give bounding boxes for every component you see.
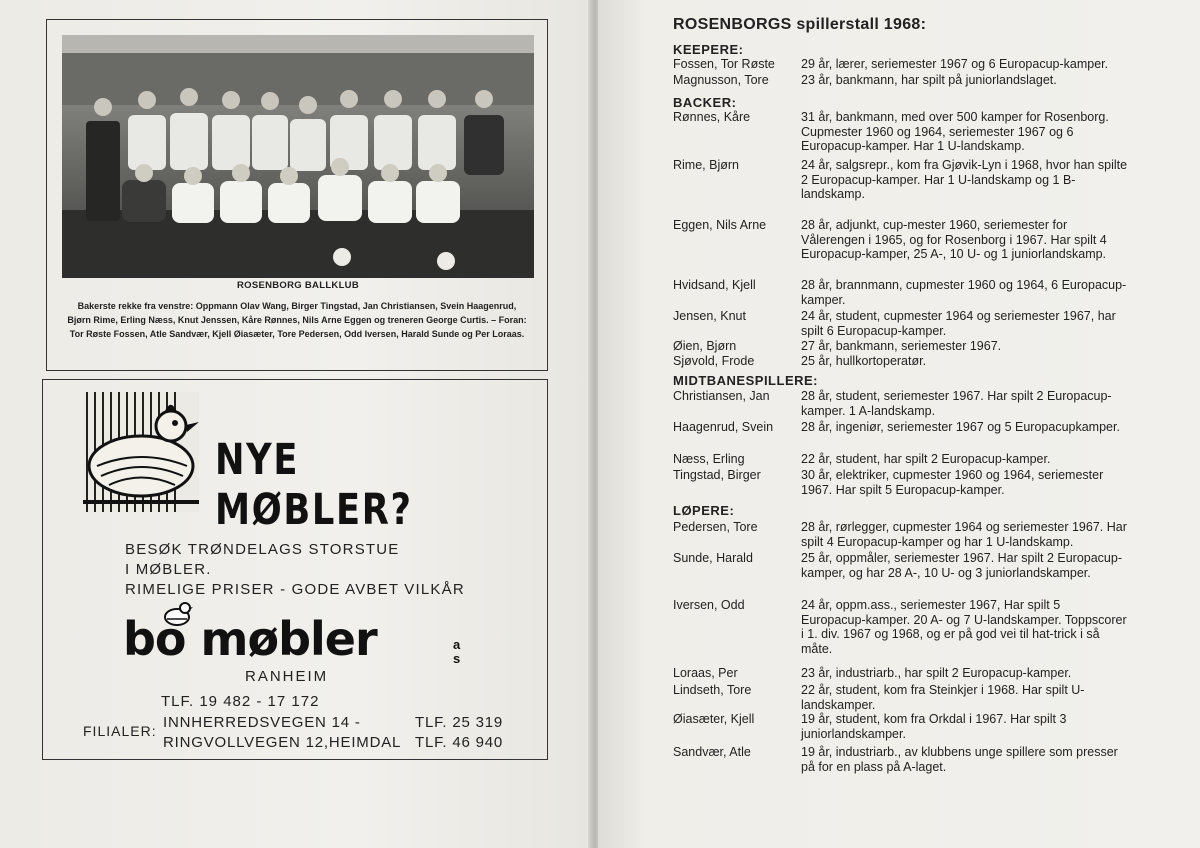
left-page [0, 0, 592, 848]
branch-1-address: INNHERREDSVEGEN 14 - [163, 714, 361, 731]
ad-headline: NYE MØBLER? [215, 435, 413, 535]
section-keepere: KEEPERE: [673, 42, 744, 57]
player-name: Christiansen, Jan [673, 389, 770, 403]
player-desc: 24 år, salgsrepr., kom fra Gjøvik-Lyn i 1968, hvor han spilte 2 Europacup-kamper. Har 1 U-landskamp og 1 B-landskamp. [801, 158, 1128, 201]
player-desc: 29 år, lærer, seriemester 1967 og 6 Europacup-kamper. [801, 57, 1109, 71]
player-name: Øiasæter, Kjell [673, 712, 755, 726]
player-name: Sandvær, Atle [673, 745, 751, 759]
player-desc: 28 år, ingeniør, seriemester 1967 og 5 Europacupkamper. [801, 420, 1120, 434]
player-desc: 19 år, industriarb., av klubbens unge spillere som presser på for en plass på A-laget. [801, 745, 1118, 774]
ad-location: RANHEIM [245, 668, 329, 685]
player-name: Loraas, Per [673, 666, 738, 680]
bird-illustration-icon [83, 392, 199, 517]
player-name: Haagenrud, Svein [673, 420, 774, 434]
brand-suffix-1: a [453, 637, 461, 652]
player-desc: 30 år, elektriker, cupmester 1960 og 1964, seriemester 1967. Har spilt 5 Europacup-kamper. [801, 468, 1104, 497]
player-desc: 25 år, oppmåler, seriemester 1967. Har spilt 2 Europacup-kamper, og har 28 A-, 10 U- og 3 juniorlandskamper. [801, 551, 1123, 580]
player-name: Lindseth, Tore [673, 683, 752, 697]
player-name: Sunde, Harald [673, 551, 753, 565]
player-name: Magnusson, Tore [673, 73, 769, 87]
player-desc: 23 år, industriarb., har spilt 2 Europacup-kamper. [801, 666, 1072, 680]
player-desc: 28 år, adjunkt, cup-mester 1960, seriemester for Vålerengen i 1965, og for Rosenborg i 1967. Har spilt 4 Europacup-kamper, 25 A-, 10 U- og 1 juniorlandskamp. [801, 218, 1107, 261]
player-name: Hvidsand, Kjell [673, 278, 756, 292]
branch-1-phone: TLF. 25 319 [415, 714, 504, 731]
brand-suffix-2: s [453, 651, 461, 666]
ad-line-1: BESØK TRØNDELAGS STORSTUE [125, 541, 400, 558]
player-desc: 22 år, student, har spilt 2 Europacup-kamper. [801, 452, 1051, 466]
player-name: Rime, Bjørn [673, 158, 739, 172]
section-lopere: LØPERE: [673, 503, 735, 518]
squad-title: ROSENBORGS spillerstall 1968: [673, 16, 927, 33]
player-desc: 19 år, student, kom fra Orkdal i 1967. Har spilt 3 juniorlandskamper. [801, 712, 1067, 741]
player-desc: 31 år, bankmann, med over 500 kamper for Rosenborg. Cupmester 1960 og 1964, seriemester 1967 og 6 Europacup-kamper. Har 1 U-landskamp. [801, 110, 1109, 153]
team-photo-image [62, 35, 534, 278]
branch-phones [415, 713, 503, 753]
player-name: Tingstad, Birger [673, 468, 761, 482]
player-desc: 27 år, bankmann, seriemester 1967. [801, 339, 1002, 353]
branch-addresses [163, 713, 401, 753]
player-name: Jensen, Knut [673, 309, 746, 323]
player-name: Næss, Erling [673, 452, 745, 466]
player-name: Sjøvold, Frode [673, 354, 755, 368]
ad-line-2: I MØBLER. [125, 561, 212, 578]
team-photo-box [46, 19, 548, 371]
player-desc: 28 år, student, seriemester 1967. Har spilt 2 Europacup-kamper. 1 A-landskamp. [801, 389, 1112, 418]
photo-caption-title: ROSENBORG BALLKLUB [236, 280, 360, 291]
brand-suffix [453, 638, 460, 666]
player-name: Rønnes, Kåre [673, 110, 751, 124]
branch-2-address: RINGVOLLVEGEN 12,HEIMDAL [163, 734, 402, 751]
player-desc: 24 år, oppm.ass., seriemester 1967, Har spilt 5 Europacup-kamper. 20 A- og 7 U-landskamper. Toppscorer i 1. div. 1967 og 1968, og er på god vei til hat-trick i så måte. [801, 598, 1127, 656]
furniture-ad [42, 379, 548, 760]
ad-line-3: RIMELIGE PRISER - GODE AVBET VILKÅR [125, 581, 465, 598]
team-photo [62, 35, 534, 278]
player-desc: 24 år, student, cupmester 1964 og seriemester 1967, har spilt 6 Europacup-kamper. [801, 309, 1116, 338]
player-name: Eggen, Nils Arne [673, 218, 767, 232]
player-desc: 22 år, student, kom fra Steinkjer i 1968. Har spilt U-landskamper. [801, 683, 1085, 712]
player-name: Fossen, Tor Røste [673, 57, 775, 71]
player-name: Iversen, Odd [673, 598, 745, 612]
ad-main-phone: TLF. 19 482 - 17 172 [161, 693, 320, 710]
player-desc: 28 år, brannmann, cupmester 1960 og 1964, 6 Europacup-kamper. [801, 278, 1127, 307]
player-desc: 25 år, hullkortoperatør. [801, 354, 927, 368]
player-desc: 28 år, rørlegger, cupmester 1964 og seriemester 1967. Har spilt 4 Europacup-kamper og har 1 U-landskamp. [801, 520, 1127, 549]
brand-logo: bo møbler [123, 612, 377, 666]
player-name: Øien, Bjørn [673, 339, 737, 353]
section-backer: BACKER: [673, 95, 737, 110]
section-midtbane: MIDTBANESPILLERE: [673, 373, 818, 388]
player-desc: 23 år, bankmann, har spilt på juniorlandslaget. [801, 73, 1057, 87]
photo-caption-text: Bakerste rekke fra venstre: Oppmann Olav Wang, Birger Tingstad, Jan Christiansen, Svein Haagenrud, Bjørn Rime, Erling Næss, Knut Jenssen, Kåre Rønnes, Nils Arne Eggen og treneren George Curtis. – Foran: Tor Røste Fossen, Atle Sandvær, Kjell Øiasæter, Tore Pedersen, Odd Iversen, Harald Sunde og Per Loraas. [67, 301, 527, 339]
right-page [598, 0, 1200, 848]
branch-2-phone: TLF. 46 940 [415, 734, 504, 751]
filialer-label: FILIALER: [83, 723, 157, 739]
player-name: Pedersen, Tore [673, 520, 758, 534]
ad-text [125, 540, 465, 600]
